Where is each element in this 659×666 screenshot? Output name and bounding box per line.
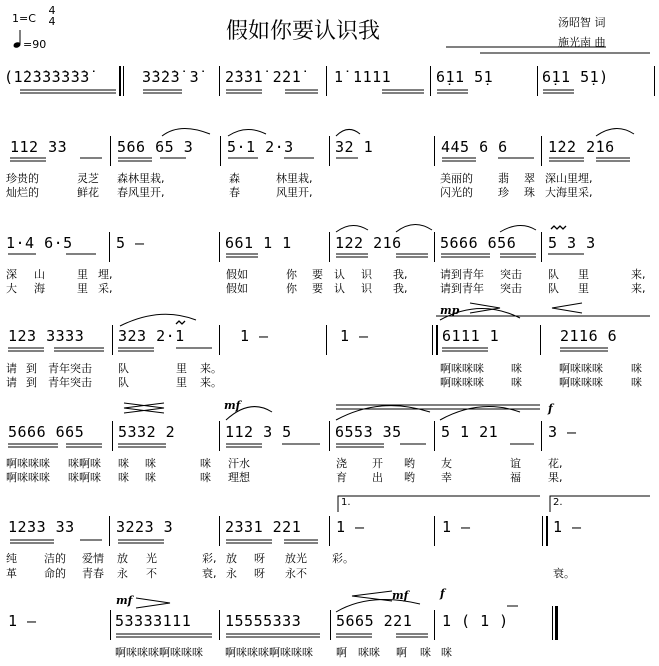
barline [537, 66, 538, 96]
lyric: 闪光的 [440, 186, 473, 199]
barline [330, 610, 331, 640]
lyric: 哟 [404, 471, 415, 484]
lyric: 衰。 [553, 567, 575, 580]
lyric: 翡 [498, 172, 509, 185]
measure-r3-6: 2116 6 [560, 327, 618, 345]
lyric: 珠 [524, 186, 535, 199]
lyric: 开 [372, 457, 383, 470]
lyric: 咪 [511, 362, 522, 375]
barline [109, 232, 110, 262]
time-signature-top: 4 [48, 4, 56, 17]
lyric: 永 [117, 567, 128, 580]
lyric: 队 [548, 282, 559, 295]
lyric: 我, [393, 282, 408, 295]
lyric: 啊咪咪咪啊咪咪咪 [115, 646, 203, 659]
lyric: 到 [26, 376, 37, 389]
final-barline-thick [555, 606, 558, 640]
lyric: 假如 [226, 282, 248, 295]
lyric: 要 [312, 282, 323, 295]
lyric: 汗水 [228, 457, 250, 470]
lyric: 爱情 [82, 552, 104, 565]
lyric: 里 [77, 268, 88, 281]
lyric: 来。 [200, 376, 222, 389]
measure-r3-3: 1 – [240, 327, 269, 345]
measure-r2-3: 661 1 1 [225, 234, 292, 252]
lyric: 咪 [145, 471, 156, 484]
double-barline [436, 325, 438, 355]
lyric: 森 [229, 172, 240, 185]
measure-r3-5: 6111 1 [442, 327, 500, 345]
lyric: 里 [578, 268, 589, 281]
lyric: 咪 [631, 376, 642, 389]
barline [219, 66, 220, 96]
measure-r6-4: 5665 221 [336, 612, 413, 630]
barline [434, 136, 435, 166]
lyric: 来, [631, 282, 646, 295]
barline [112, 421, 113, 451]
measure-r1-3: 5·1 2·3 [227, 138, 294, 156]
dynamic-mf: mf [392, 589, 409, 602]
lyric: 出 [372, 471, 383, 484]
lyric: 咪啊咪 [68, 471, 101, 484]
lyric: 队 [118, 376, 129, 389]
lyric: 山 [34, 268, 45, 281]
measure-r2-6: 5 3 3 [548, 234, 596, 252]
measure-r5-1: 1233 33 [8, 518, 75, 536]
lyric: 彩, [202, 552, 217, 565]
dynamic-f: f [440, 587, 445, 600]
measure-r4-5: 5 1 21 [441, 423, 499, 441]
barline [434, 232, 435, 262]
lyric: 要 [312, 268, 323, 281]
lyric: 命的 [44, 567, 66, 580]
lyric: 彩。 [332, 552, 354, 565]
barline [654, 66, 655, 96]
measure-r1-2: 566 65 3 [117, 138, 194, 156]
lyric: 啊 [336, 646, 347, 659]
lyric: 珍贵的 [6, 172, 39, 185]
barline [123, 66, 124, 96]
measure-intro-4: 1̇ 1111 [334, 68, 392, 86]
measure-r5-3: 2331 221 [225, 518, 302, 536]
lyric: 来。 [200, 362, 222, 375]
lyric: 海 [34, 282, 45, 295]
barline [329, 136, 330, 166]
lyric: 福 [510, 471, 521, 484]
lyric: 啊 [396, 646, 407, 659]
measure-r1-4: 32 1 [335, 138, 374, 156]
measure-r1-6: 1̇2̇2 2̇16 [548, 138, 615, 156]
barline [430, 66, 431, 96]
lyric: 咪 [200, 471, 211, 484]
time-signature-bottom: 4 [48, 15, 56, 28]
lyric: 采, [98, 282, 113, 295]
lyric: 突击 [500, 282, 522, 295]
repeat-end-barline [546, 516, 548, 546]
measure-r2-1: 1·4 6·5 [6, 234, 73, 252]
lyric: 咪 [511, 376, 522, 389]
lyric: 咪 [200, 457, 211, 470]
barline [434, 610, 435, 640]
lyric: 到 [26, 362, 37, 375]
lyric: 风里开, [276, 186, 313, 199]
lyric: 深 [6, 268, 17, 281]
measure-r2-4: 122 216 [335, 234, 402, 252]
measure-r3-4: 1 – [340, 327, 369, 345]
measure-r1-5: 445 6 6 [441, 138, 508, 156]
lyric: 假如 [226, 268, 248, 281]
measure-r1-1: 112 33 [10, 138, 68, 156]
barline [541, 421, 542, 451]
barline [219, 516, 220, 546]
measure-r6-3: 15555333 [225, 612, 302, 630]
measure-r2-2: 5 – [116, 234, 145, 252]
measure-r6-5: 1 ( 1 ) [442, 612, 509, 630]
measure-intro-3: 2̇3̇3̇1̇ 2̇2̇1̇ [225, 68, 302, 86]
lyric: 认 [334, 282, 345, 295]
lyric: 浇 [336, 457, 347, 470]
lyric: 灿烂的 [6, 186, 39, 199]
lyric: 里 [578, 282, 589, 295]
lyric: 永 [226, 567, 237, 580]
measure-r4-1: 5666 665 [8, 423, 85, 441]
lyric: 永不 [285, 567, 307, 580]
lyric: 革 [6, 567, 17, 580]
lyric: 请到青年 [440, 268, 484, 281]
lyric: 林里栽, [276, 172, 313, 185]
page-title: 假如你要认识我 [226, 19, 381, 44]
lyric: 珍 [498, 186, 509, 199]
volta-first-label: 1. [341, 497, 351, 508]
lyric: 春风里开, [117, 186, 165, 199]
lyric: 放 [117, 552, 128, 565]
lyric: 你 [286, 282, 297, 295]
measure-r5-2: 3223 3 [116, 518, 174, 536]
barline [542, 516, 543, 546]
lyric: 美丽的 [440, 172, 473, 185]
lyric: 理想 [228, 471, 250, 484]
lyric: 鲜花 [77, 186, 99, 199]
dynamic-mf: mf [224, 399, 241, 412]
lyric: 果, [548, 471, 563, 484]
lyric: 放光 [285, 552, 307, 565]
measure-r3-1: 123 3333 [8, 327, 85, 345]
lyric: 森林里栽, [117, 172, 165, 185]
dynamic-mp: mp [440, 304, 460, 317]
lyricist-credit: 汤昭智 词 [558, 16, 606, 29]
barline [434, 421, 435, 451]
barline [329, 516, 330, 546]
lyric: 青春 [82, 567, 104, 580]
lyric: 来, [631, 268, 646, 281]
measure-intro-6: 6̣11 5̣1) [542, 68, 609, 86]
measure-intro-5: 6̣11 5̣1 [436, 68, 494, 86]
lyric: 咪 [420, 646, 431, 659]
measure-r6-2: 53333111 [115, 612, 192, 630]
barline [220, 136, 221, 166]
barline [109, 516, 110, 546]
lyric: 友 [441, 457, 452, 470]
measure-r4-2: 5332 2 [118, 423, 176, 441]
lyric: 突击 [500, 268, 522, 281]
lyric: 队 [118, 362, 129, 375]
time-signature [46, 5, 58, 27]
lyric: 请到青年 [440, 282, 484, 295]
measure-r5-6: 1 – [553, 518, 582, 536]
lyric: 我, [393, 268, 408, 281]
lyric: 埋, [98, 268, 113, 281]
lyric: 谊 [510, 457, 521, 470]
measure-r6-1: 1 – [8, 612, 37, 630]
lyric: 纯 [6, 552, 17, 565]
barline [219, 232, 220, 262]
barline [112, 325, 113, 355]
lyric: 认 [334, 268, 345, 281]
dynamic-mf: mf [116, 594, 133, 607]
measure-r2-5: 5666 656 [440, 234, 517, 252]
lyric: 灵芝 [77, 172, 99, 185]
measure-r5-5: 1 – [442, 518, 471, 536]
composer-credit: 施光南 曲 [558, 36, 606, 49]
lyric: 深山里埋, [545, 172, 593, 185]
lyric: 大海里采, [545, 186, 593, 199]
barline [541, 136, 542, 166]
measure-r3-2: 323 2·1 [118, 327, 185, 345]
barline [219, 610, 220, 640]
lyric: 花, [548, 457, 563, 470]
lyric: 请 [6, 362, 17, 375]
lyric: 啊咪咪咪啊咪咪咪 [225, 646, 313, 659]
measure-r5-4: 1 – [336, 518, 365, 536]
lyric: 幸 [441, 471, 452, 484]
lyric: 青年突击 [48, 362, 92, 375]
barline [110, 610, 111, 640]
barline [432, 325, 433, 355]
measure-r4-6: 3 – [548, 423, 577, 441]
lyric: 啊咪咪咪 [6, 471, 50, 484]
lyric: 里 [77, 282, 88, 295]
lyric: 咪 [145, 457, 156, 470]
lyric: 咪 [441, 646, 452, 659]
measure-intro-1: (1̇2̇3̇3̇3̇3̇3̇3̇ [4, 68, 90, 86]
lyric: 大 [6, 282, 17, 295]
lyric: 识 [361, 282, 372, 295]
lyric: 识 [361, 268, 372, 281]
tempo-marking: =90 [23, 38, 47, 51]
barline [434, 516, 435, 546]
lyric: 光 [146, 552, 157, 565]
barline [326, 66, 327, 96]
lyric: 放 [226, 552, 237, 565]
lyric: 洁的 [44, 552, 66, 565]
lyric: 啊咪咪咪 [440, 376, 484, 389]
lyric: 春 [229, 186, 240, 199]
lyric: 啊咪咪咪 [6, 457, 50, 470]
lyric: 衰, [202, 567, 217, 580]
lyric: 啊咪咪咪 [559, 362, 603, 375]
lyric: 啊咪咪咪 [440, 362, 484, 375]
lyric: 呀 [254, 567, 265, 580]
dynamic-f: f [548, 402, 553, 415]
volta-second-label: 2. [553, 497, 563, 508]
lyric: 里 [176, 376, 187, 389]
barline [540, 325, 541, 355]
barline [329, 232, 330, 262]
repeat-barline [119, 66, 121, 96]
measure-r4-3: 112 3 5 [225, 423, 292, 441]
measure-r4-4: 6553 35 [335, 423, 402, 441]
barline [110, 136, 111, 166]
lyric: 里 [176, 362, 187, 375]
lyric: 咪 [118, 457, 129, 470]
lyric: 请 [6, 376, 17, 389]
measure-intro-2: 3̇3̇2̇3̇ 3̇ [142, 68, 200, 86]
barline [541, 232, 542, 262]
final-barline [552, 606, 553, 640]
lyric: 咪咪 [358, 646, 380, 659]
lyric: 咪 [118, 471, 129, 484]
lyric: 青年突击 [48, 376, 92, 389]
barline [219, 421, 220, 451]
barline [219, 325, 220, 355]
lyric: 队 [548, 268, 559, 281]
lyric: 育 [336, 471, 347, 484]
lyric: 哟 [404, 457, 415, 470]
barline [329, 421, 330, 451]
lyric: 你 [286, 268, 297, 281]
lyric: 翠 [524, 172, 535, 185]
barline [326, 325, 327, 355]
lyric: 咪 [631, 362, 642, 375]
lyric: 咪啊咪 [68, 457, 101, 470]
key-signature: 1=C [12, 12, 36, 25]
lyric: 啊咪咪咪 [559, 376, 603, 389]
lyric: 不 [146, 567, 157, 580]
lyric: 呀 [254, 552, 265, 565]
